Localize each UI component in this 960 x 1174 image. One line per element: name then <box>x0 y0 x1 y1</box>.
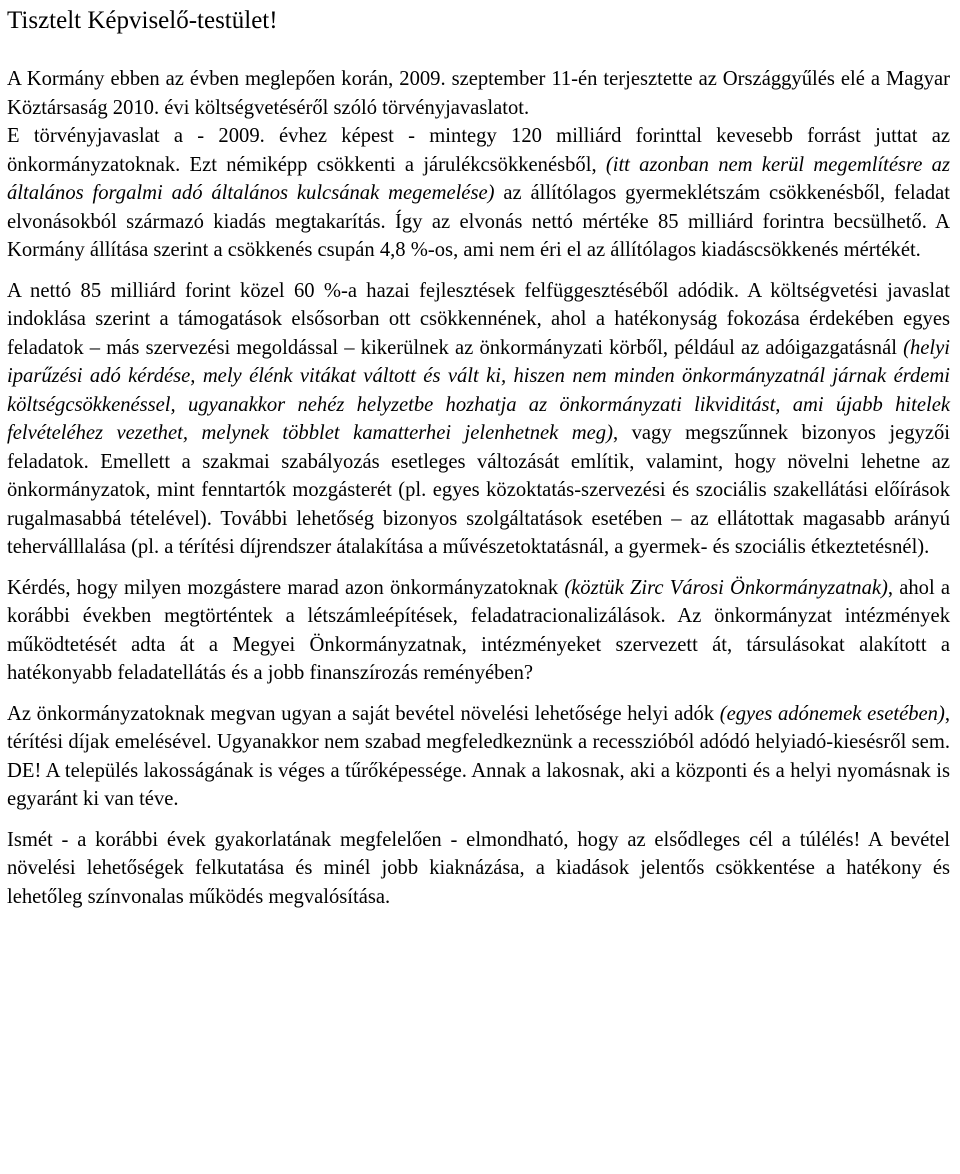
paragraph-3-text-a: A nettó 85 milliárd forint közel 60 %-a hazai fejlesztések felfüggesztéséből adódik. A költségvetési javaslat indoklása szerint a támogatások elsősorban ott csökkennének, ahol a hatékonyság fokozása érdekében egyes feladatok – más szervezési megoldással – kikerülnek az önkormányzati körből, például az adóigazgatásnál <box>7 279 950 359</box>
paragraph-2-text-b: az állítólagos gyermeklétszám csökkenésből, feladat elvonásokból származó kiadás megtakarítás. Így az elvonás nettó mértéke 85 milliárd forintra becsülhető. A Kormány állítása szerint a csökkenés csupán 4,8 %-os, ami nem éri el az állítólagos kiadáscsökkenés mértékét. <box>7 182 950 261</box>
paragraph-3-text-b: , vagy megszűnnek bizonyos jegyzői feladatok. Emellett a szakmai szabályozás esetleges változását említik, valamint, hogy növelni lehetne az önkormányzatok, mint fenntartók mozgásterét (pl. egyes közoktatás-szervezési és szociális szakellátási előírások rugalmasabbá tételével). További lehetőség bizonyos szolgáltatások esetében – az ellátottak magasabb arányú teherválllalása (pl. a térítési díjrendszer átalakítása a művészetoktatásnál, a gyermek- és szociális étkeztetésnél). <box>7 422 950 558</box>
paragraph-4-text-a: Kérdés, hogy milyen mozgástere marad azon önkormányzatoknak <box>7 576 565 599</box>
paragraph-4-text-b: , ahol a korábbi években megtörténtek a létszámleépítések, feladatracionalizálások. Az önkormányzat intézmények működtetését adta át a Megyei Önkormányzatnak, intézményeket szervezett át, társulásokat alakított a hatékonyabb feladatellátás és a jobb finanszírozás reményében? <box>7 576 950 684</box>
paragraph-2 <box>7 122 950 265</box>
paragraph-3 <box>7 277 950 562</box>
paragraph-1-text: A Kormány ebben az évben meglepően korán, 2009. szeptember 11-én terjesztette az Országgyűlés elé a Magyar Köztársaság 2010. évi költségvetéséről szóló törvényjavaslatot. <box>7 68 950 119</box>
paragraph-5 <box>7 700 950 814</box>
paragraph-4 <box>7 574 950 688</box>
paragraph-6-text: Ismét - a korábbi évek gyakorlatának megfelelően - elmondható, hogy az elsődleges cél a túlélés! A bevétel növelési lehetőségek felkutatása és minél jobb kiaknázása, a kiadások jelentős csökkentése a hatékony és lehetőleg színvonalas működés megvalósítása. <box>7 828 950 908</box>
paragraph-5-text-a: Az önkormányzatoknak megvan ugyan a saját bevétel növelési lehetősége helyi adók <box>7 702 720 725</box>
paragraph-4-italic: (köztük Zirc Városi Önkormányzatnak) <box>564 576 888 599</box>
paragraph-2-italic: (itt azonban nem kerül megemlítésre az általános forgalmi adó általános kulcsának megemelése) <box>7 153 950 204</box>
paragraph-3-italic: (helyi iparűzési adó kérdése, mely élénk vitákat váltott és vált ki, hiszen nem minden önkormányzatnál járnak érdemi költségcsökkenéssel, ugyanakkor nehéz helyzetbe hozhatja az önkormányzati likviditást, ami újabb hitelek felvételéhez vezethet, melynek többlet kamatterhei jelenhetnek meg) <box>7 336 950 444</box>
paragraph-6 <box>7 826 950 912</box>
paragraph-2-text-a: E törvényjavaslat a - 2009. évhez képest - mintegy 120 milliárd forinttal kevesebb forrást juttat az önkormányzatoknak. Ezt némiképp csökkenti a járulékcsökkenésből, <box>7 125 950 176</box>
paragraph-5-text-b: , térítési díjak emelésével. Ugyanakkor nem szabad megfeledkeznünk a recesszióból adódó helyiadó-kiesésről sem. DE! A település lakosságának is véges a tűrőképessége. Annak a lakosnak, aki a központi és a helyi nyomásnak is egyaránt ki van téve. <box>7 702 950 810</box>
paragraph-1 <box>7 65 950 122</box>
document-heading: Tisztelt Képviselő-testület! <box>7 7 278 34</box>
paragraph-5-italic: (egyes adónemek esetében) <box>719 702 945 725</box>
